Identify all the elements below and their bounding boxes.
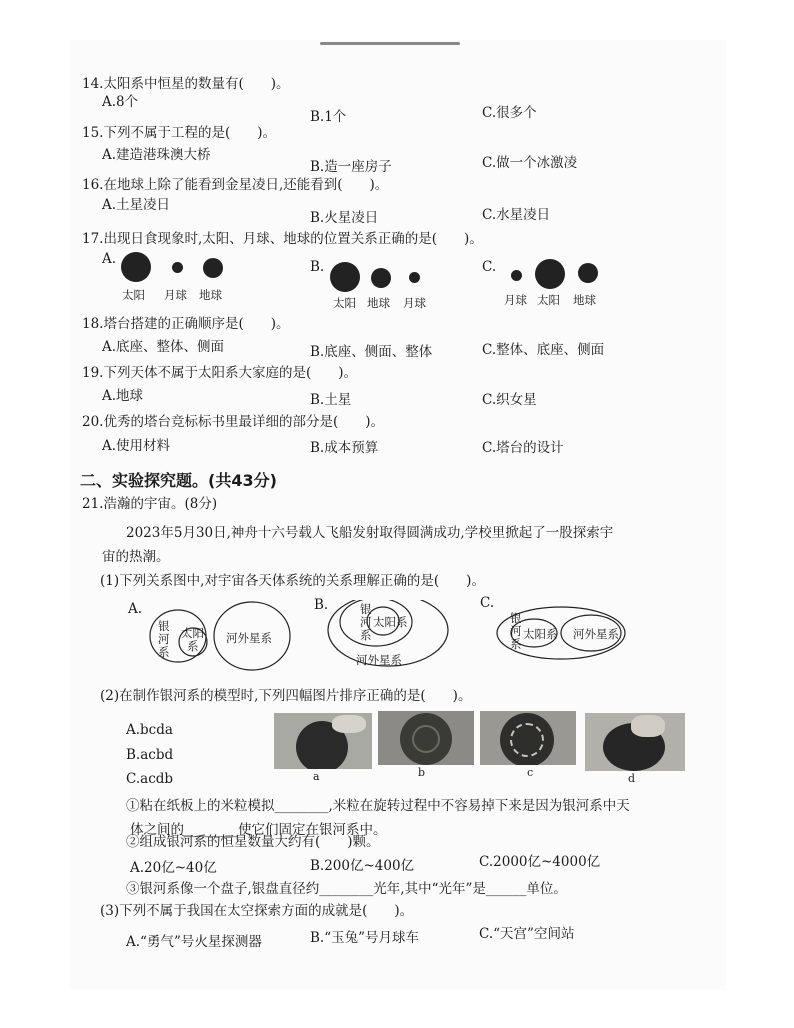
q14-option-b: B.1个 [310,109,347,125]
p2-option-a: A.bcda [126,722,173,738]
venn-c-hewai-label: 河外星系 [573,627,619,641]
p1-option-a: A. [128,601,143,617]
q18-option-c: C.整体、底座、侧面 [482,342,605,358]
q18-option-b: B.底座、侧面、整体 [310,344,433,360]
earth-ball [203,258,223,278]
photo-a [274,713,372,769]
venn-b-taiyang-label: 太阳系 [373,615,408,629]
label-sun: 太阳 [122,288,145,302]
p3-option-a: A.“勇气”号火星探测器 [126,934,262,950]
section-2-title: 二、实验探究题。(共43分) [80,471,277,490]
label-sun: 太阳 [537,293,560,307]
photo-b [378,711,474,765]
sun-ball [535,259,565,289]
f2-option-c: C.2000亿~4000亿 [479,854,601,870]
q21-intro-line2: 宙的热潮。 [102,549,170,565]
f2-stem: ②组成银河系的恒星数量大约有( )颗。 [126,834,380,850]
photo-label-c: c [527,766,534,779]
sun-ball [330,262,360,292]
q16-option-b: B.火星凌日 [310,210,379,226]
earth-ball [578,263,598,283]
q17-option-a: A. [102,251,117,267]
photo-c [480,711,576,765]
f3-stem: ③银河系像一个盘子,银盘直径约________光年,其中“光年”是______单位。 [126,881,567,897]
f1-line2: 体之间的________使它们固定在银河系中。 [130,822,387,838]
p1-option-c: C. [480,595,495,611]
q19-option-c: C.织女星 [482,392,537,408]
q15-option-a: A.建造港珠澳大桥 [102,147,211,163]
q14-option-a: A.8个 [102,94,139,110]
q21-intro-line1: 2023年5月30日,神舟十六号载人飞船发射取得圆满成功,学校里掀起了一股探索宇 [126,525,614,541]
venn-c-yinhe-label: 银 河 系 [510,611,522,651]
f2-option-b: B.200亿~400亿 [310,858,415,874]
photo-label-d: d [628,772,636,785]
label-moon: 月球 [504,293,527,307]
q14-stem: 14.太阳系中恒星的数量有( )。 [82,76,290,92]
q20-option-b: B.成本预算 [310,440,379,456]
venn-b-yinhe-label: 银 河 系 [360,602,372,642]
venn-a-yinhe-label: 银 河 系 [158,619,170,659]
q17-stem: 17.出现日食现象时,太阳、月球、地球的位置关系正确的是( )。 [82,231,483,247]
q20-option-c: C.塔台的设计 [482,440,564,456]
label-sun: 太阳 [333,296,356,310]
earth-ball [371,268,391,288]
label-moon: 月球 [403,296,426,310]
q19-stem: 19.下列天体不属于太阳系大家庭的是( )。 [82,365,358,381]
f1-line1: ①粘在纸板上的米粒模拟________,米粒在旋转过程中不容易掉下来是因为银河系中天 [126,798,630,814]
label-earth: 地球 [199,288,222,302]
q21-part1-stem: (1)下列关系图中,对宇宙各天体系统的关系理解正确的是( )。 [100,573,485,589]
p1-option-b: B. [314,597,329,613]
p3-option-b: B.“玉兔”号月球车 [310,930,420,946]
photo-label-a: a [313,770,320,783]
venn-a-hewai-label: 河外星系 [226,631,272,645]
q18-option-a: A.底座、整体、侧面 [102,339,225,355]
sun-ball [121,252,151,282]
q16-stem: 16.在地球上除了能看到金星凌日,还能看到( )。 [82,177,389,193]
moon-ball [172,262,183,273]
q15-stem: 15.下列不属于工程的是( )。 [82,125,277,141]
q17-option-b: B. [310,259,325,275]
f2-option-a: A.20亿~40亿 [130,860,217,876]
venn-a-taiyang-label: 太阳 系 [181,626,204,653]
label-moon: 月球 [164,288,187,302]
q14-option-c: C.很多个 [482,105,537,121]
venn-b-hewai-label: 河外星系 [356,653,402,667]
q20-option-a: A.使用材料 [102,438,171,454]
p2-option-c: C.acdb [126,771,174,787]
q16-option-a: A.土星凌日 [102,197,171,213]
q18-stem: 18.塔台搭建的正确顺序是( )。 [82,316,290,332]
q15-option-b: B.造一座房子 [310,159,392,175]
photo-d [585,713,685,771]
venn-c-taiyang-label: 太阳系 [523,627,558,641]
q20-stem: 20.优秀的塔台竞标标书里最详细的部分是( )。 [82,414,385,430]
label-earth: 地球 [573,293,596,307]
q15-option-c: C.做一个冰激凌 [482,155,578,171]
label-earth: 地球 [367,296,390,310]
q21-part3-stem: (3)下列不属于我国在太空探索方面的成就是( )。 [100,903,414,919]
q21-title: 21.浩瀚的宇宙。(8分) [82,496,218,512]
moon-ball [409,272,420,283]
q17-option-c: C. [482,259,497,275]
q16-option-c: C.水星凌日 [482,207,551,223]
moon-ball [511,270,522,281]
q21-part2-stem: (2)在制作银河系的模型时,下列四幅图片排序正确的是( )。 [100,688,472,704]
p2-option-b: B.acbd [126,747,174,763]
q19-option-a: A.地球 [102,388,144,404]
p3-option-c: C.“天宫”空间站 [479,926,575,942]
q19-option-b: B.土星 [310,392,352,408]
photo-label-b: b [418,766,426,779]
binding-mark [320,42,460,45]
